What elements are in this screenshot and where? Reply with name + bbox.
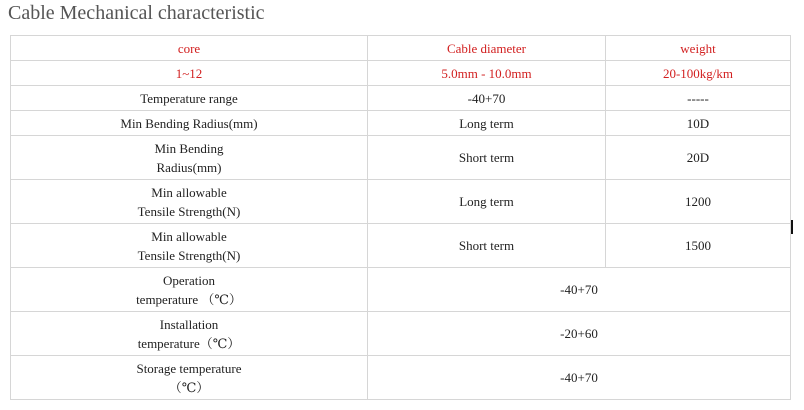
row-label (11, 312, 368, 356)
row-label (11, 136, 368, 180)
label-line: Radius(mm) (156, 159, 222, 175)
label-line: （℃） (168, 379, 210, 395)
row-value: ----- (606, 86, 791, 111)
row-label (11, 180, 368, 224)
table-row (11, 268, 791, 312)
row-value: -40+70 (368, 356, 791, 400)
row-term: Short term (368, 136, 606, 180)
label-line: Min Bending (154, 140, 224, 156)
label-line: temperature（℃） (137, 335, 241, 351)
label-line: temperature （℃） (136, 291, 242, 307)
spec-table (10, 35, 791, 400)
header-weight: weight (606, 36, 791, 61)
text-cursor (791, 220, 793, 234)
table-row (11, 86, 791, 111)
diameter-value: 5.0mm - 10.0mm (368, 61, 606, 86)
label-line: Min allowable (151, 184, 227, 200)
row-label (11, 224, 368, 268)
row-term: Long term (368, 180, 606, 224)
table-row (11, 224, 791, 268)
row-term: Long term (368, 111, 606, 136)
core-value: 1~12 (11, 61, 368, 86)
row-term: Short term (368, 224, 606, 268)
header-core: core (11, 36, 368, 61)
label-line: Installation (159, 316, 219, 332)
header-row (11, 36, 791, 61)
label-line: Tensile Strength(N) (137, 203, 241, 219)
row-value: -20+60 (368, 312, 791, 356)
row-value: 1200 (606, 180, 791, 224)
table-row (11, 136, 791, 180)
page-title: Cable Mechanical characteristic (8, 2, 265, 24)
row-value: 1500 (606, 224, 791, 268)
row-label: Min Bending Radius(mm) (11, 111, 368, 136)
row-value: 10D (606, 111, 791, 136)
label-line: Min allowable (151, 228, 227, 244)
row-value: 20D (606, 136, 791, 180)
row-label: Temperature range (11, 86, 368, 111)
header-diameter: Cable diameter (368, 36, 606, 61)
weight-value: 20-100kg/km (606, 61, 791, 86)
table-row (11, 356, 791, 400)
row-term: -40+70 (368, 86, 606, 111)
table-row (11, 111, 791, 136)
row-label (11, 356, 368, 400)
header-values-row (11, 61, 791, 86)
label-line: Tensile Strength(N) (137, 247, 241, 263)
row-value: -40+70 (368, 268, 791, 312)
label-line: Operation (163, 272, 215, 288)
table-row (11, 312, 791, 356)
label-line: Storage temperature (136, 360, 242, 376)
table-row (11, 180, 791, 224)
row-label (11, 268, 368, 312)
